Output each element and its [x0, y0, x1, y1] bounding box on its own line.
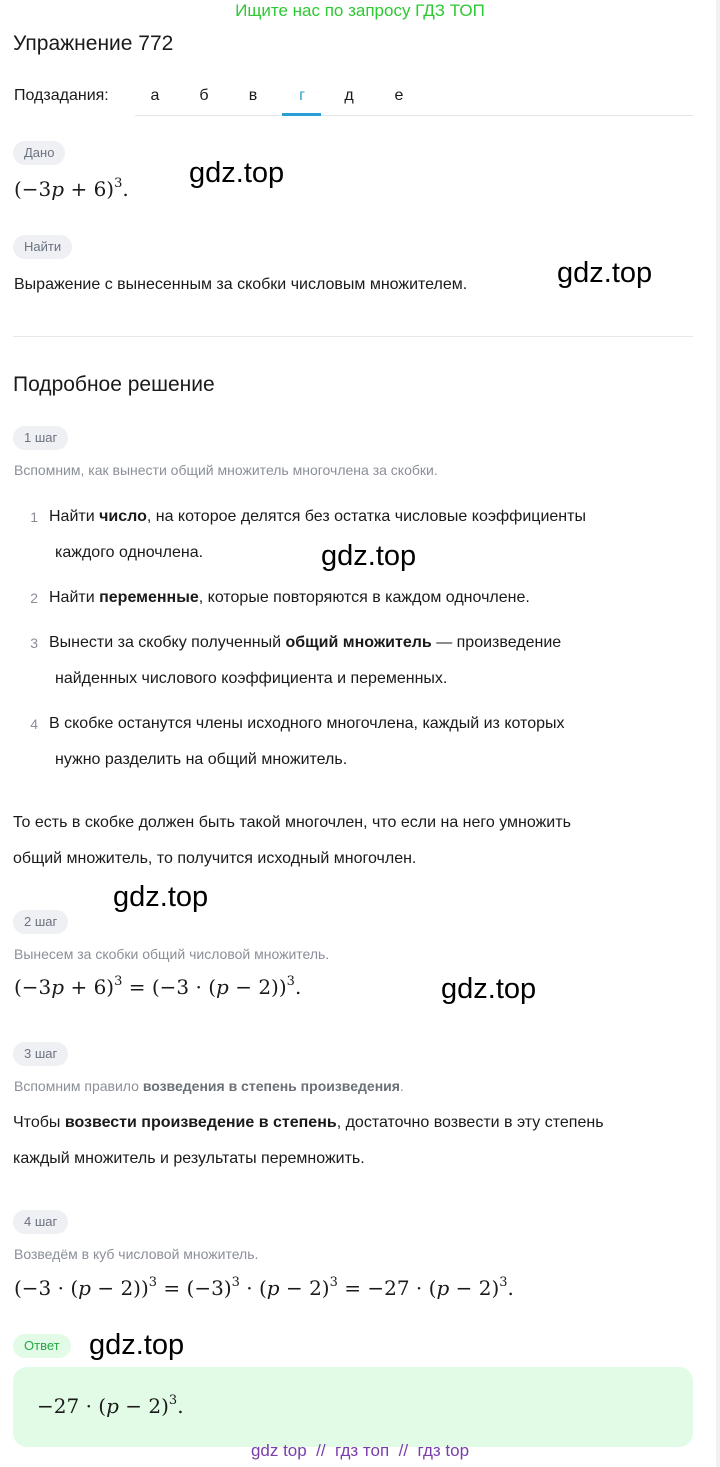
active-tab-indicator	[282, 113, 321, 116]
solution-title: Подробное решение	[13, 373, 215, 396]
watermark: gdz.top	[113, 881, 209, 913]
tab-g-active[interactable]: г	[299, 87, 305, 104]
list-item-number: 3	[30, 635, 38, 651]
list-item: Вынести за скобку полученный общий множитель — произведение	[49, 634, 562, 651]
list-item-continuation: найденных числового коэффициента и переменных.	[55, 670, 448, 687]
answer-chip: Ответ	[13, 1334, 71, 1358]
list-item-continuation: каждого одночлена.	[55, 544, 204, 561]
answer-expression: $-27 \cdot (p - 2)^3$.	[37, 1393, 184, 1418]
tab-e[interactable]: е	[394, 87, 404, 104]
watermark: gdz.top	[89, 1329, 185, 1361]
step3-chip: 3 шаг	[13, 1042, 68, 1066]
step1-intro: Вспомним, как вынести общий множитель многочлена за скобки.	[14, 462, 438, 478]
step1-chip: 1 шаг	[13, 426, 68, 450]
list-item-number: 1	[30, 509, 38, 525]
step2-intro: Вынесем за скобки общий числовой множитель.	[14, 946, 330, 962]
tab-d[interactable]: д	[344, 87, 354, 104]
list-item-number: 4	[30, 716, 38, 732]
step4-intro: Возведём в куб числовой множитель.	[14, 1246, 259, 1262]
tab-b[interactable]: б	[199, 87, 209, 104]
tab-v[interactable]: в	[248, 87, 258, 104]
step1-paragraph-line1: То есть в скобке должен быть такой многочлен, что если на него умножить	[13, 814, 571, 831]
step3-paragraph-line2: каждый множитель и результаты перемножить.	[13, 1150, 365, 1167]
step1-paragraph-line2: общий множитель, то получится исходный многочлен.	[13, 850, 417, 867]
watermark: gdz.top	[441, 973, 537, 1005]
find-chip: Найти	[13, 235, 72, 259]
tab-a[interactable]: а	[150, 87, 160, 104]
subtasks-label: Подзадания:	[14, 87, 109, 104]
step4-chip: 4 шаг	[13, 1210, 68, 1234]
list-item-number: 2	[30, 590, 38, 606]
watermark: gdz.top	[189, 157, 285, 189]
find-text: Выражение с вынесенным за скобки числовым множителем.	[14, 276, 468, 293]
list-item-continuation: нужно разделить на общий множитель.	[55, 751, 348, 768]
watermark: gdz.top	[557, 257, 653, 289]
section-divider	[13, 336, 693, 337]
watermark: gdz.top	[321, 540, 417, 572]
given-expression: $(-3p + 6)^3$.	[14, 176, 129, 201]
top-banner: Ищите нас по запросу ГДЗ ТОП	[235, 1, 485, 20]
step4-expression: $(-3 \cdot (p - 2))^3 = (-3)^3 \cdot (p - 2)^3 = -27 \cdot (p - 2)^3$.	[14, 1275, 514, 1300]
given-chip: Дано	[13, 141, 65, 165]
page-title: Упражнение 772	[13, 32, 174, 55]
step2-expression: $(-3p + 6)^3 = (-3 \cdot (p - 2))^3$.	[14, 974, 302, 999]
list-item: В скобке останутся члены исходного многочлена, каждый из которых	[49, 715, 565, 732]
right-edge-shadow	[716, 0, 720, 1467]
step3-paragraph-line1: Чтобы возвести произведение в степень, достаточно возвести в эту степень	[13, 1114, 604, 1131]
step3-intro: Вспомним правило возведения в степень произведения.	[14, 1078, 404, 1094]
tabs-baseline	[135, 115, 693, 116]
footer-links: gdz top // гдз топ // гдз top	[250, 1441, 470, 1460]
step2-chip: 2 шаг	[13, 910, 68, 934]
list-item: Найти число, на которое делятся без остатка числовые коэффициенты	[49, 508, 586, 525]
list-item: Найти переменные, которые повторяются в каждом одночлене.	[49, 589, 530, 606]
